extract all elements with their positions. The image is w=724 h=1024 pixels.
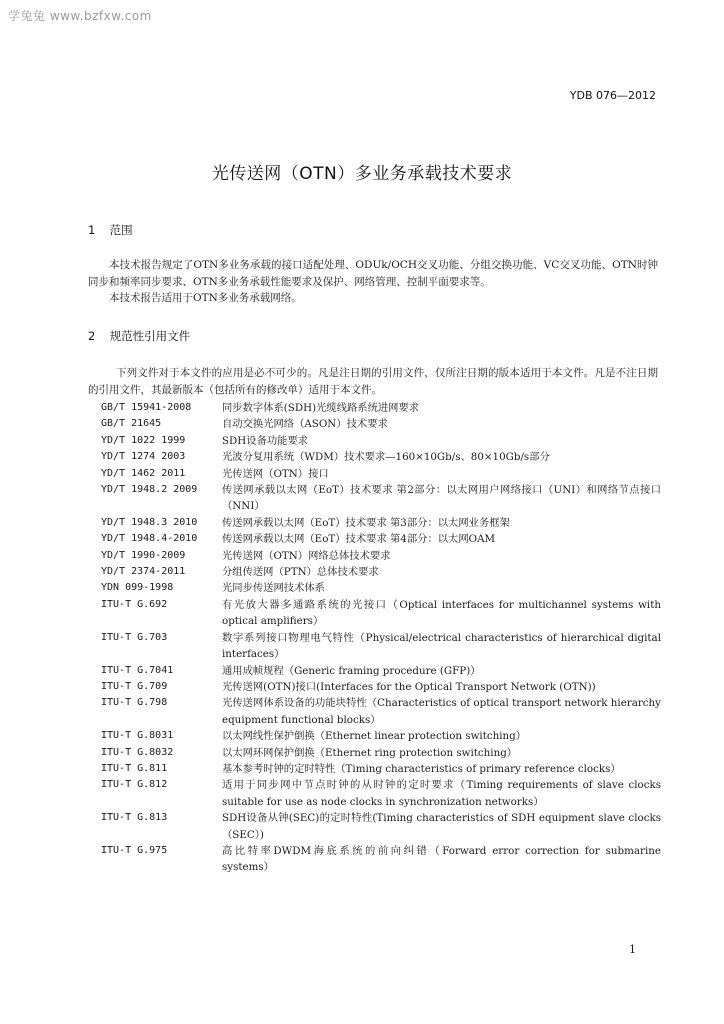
reference-code: ITU-T G.8031 [101,730,174,742]
reference-item [101,449,661,465]
reference-title: 高比特率DWDM海底系统的前向纠错（Forward error correction for submarine systems） [222,844,661,874]
reference-title: 基本参考时钟的定时特性（Timing characteristics of primary reference clocks） [222,762,621,775]
reference-code: YD/T 1022 1999 [101,434,186,446]
reference-item [101,580,661,596]
reference-item [101,679,661,695]
reference-code: ITU-T G.8032 [101,746,174,758]
reference-code: YD/T 1990-2009 [101,549,186,561]
reference-item [101,810,661,843]
reference-code: ITU-T G.975 [101,844,168,856]
section-2-heading [88,328,190,344]
reference-list [101,400,661,876]
reference-item [101,433,661,449]
reference-code: ITU-T G.7041 [101,664,174,676]
page-number: 1 [629,943,636,956]
reference-code: YD/T 1462 2011 [101,467,186,479]
reference-code: ITU-T G.798 [101,697,168,709]
reference-item [101,400,661,416]
reference-item [101,416,661,432]
reference-code: YD/T 1948.4-2010 [101,533,198,545]
reference-code: ITU-T G.692 [101,598,168,610]
reference-code: ITU-T G.813 [101,812,168,824]
reference-code: GB/T 21645 [101,418,162,430]
reference-title: 传送网承载以太网（EoT）技术要求 第4部分：以太网OAM [222,533,496,546]
site-watermark: 学兔兔 www.bzfxw.com [8,9,152,23]
section-number: 2 [88,329,96,343]
reference-title: 光同步传送网技术体系 [222,582,325,595]
reference-item [101,482,661,515]
reference-item [101,564,661,580]
reference-code: YD/T 1948.2 2009 [101,484,198,496]
reference-item [101,745,661,761]
reference-item [101,728,661,744]
reference-item [101,597,661,630]
document-title: 光传送网（OTN）多业务承载技术要求 [211,164,513,184]
reference-item [101,466,661,482]
reference-title: 传送网承载以太网（EoT）技术要求 第3部分：以太网业务框架 [222,516,510,529]
reference-item [101,695,661,728]
reference-code: ITU-T G.709 [101,680,168,692]
reference-title: 分组传送网（PTN）总体技术要求 [222,566,379,579]
reference-title: 适用于同步网中节点时钟的从时钟的定时要求（Timing requirements of slave clocks suitable for use as node clocks in synchronization networks） [222,779,661,808]
reference-title: 数字系列接口物理电气特性（Physical/electrical characteristics of hierarchical digital interfaces） [222,631,661,661]
reference-item [101,531,661,547]
reference-code: ITU-T G.703 [101,631,168,643]
paragraph: 本技术报告适用于OTN多业务承载网络。 [109,292,302,304]
reference-title: 光波分复用系统（WDM）技术要求—160×10Gb/s、80×10Gb/s部分 [222,451,550,464]
reference-item [101,515,661,531]
paragraph: 下列文件对于本文件的应用是必不可少的。凡是注日期的引用文件，仅所注日期的版本适用于本文件。凡是不注日期的引用文件，其最新版本（包括所有的修改单）适用于本文件。 [88,367,658,396]
paragraph: 本技术报告规定了OTN多业务承载的接口适配处理、ODUk/OCH交叉功能、分组交换功能、VC交叉功能、OTN时钟同步和频率同步要求、OTN多业务承载性能要求及保护、网络管理、控制平面要求等。 [88,259,658,288]
reference-item [101,663,661,679]
section-title: 规范性引用文件 [109,329,191,343]
reference-title: SDH设备功能要求 [222,434,309,447]
reference-item [101,630,661,663]
reference-item [101,761,661,777]
document-code: YDB 076—2012 [569,89,656,102]
reference-title: 光传送网(OTN)接口(Interfaces for the Optical Transport Network (OTN)) [222,680,596,693]
reference-title: 光传送网（OTN）网络总体技术要求 [222,549,391,562]
reference-item [101,777,661,810]
reference-title: 通用成帧规程（Generic framing procedure (GFP)） [222,664,481,677]
reference-code: YD/T 1274 2003 [101,451,186,463]
reference-code: ITU-T G.811 [101,762,168,774]
reference-item [101,843,661,876]
reference-code: YDN 099-1998 [101,582,174,594]
reference-title: 传送网承载以太网（EoT）技术要求 第2部分：以太网用户网络接口（UNI）和网络节点接口（NNI） [222,484,661,513]
reference-code: YD/T 2374-2011 [101,566,186,578]
reference-title: 有光放大器多通路系统的光接口（Optical interfaces for multichannel systems with optical amplifiers） [222,598,661,628]
reference-title: 光传送网体系设备的功能块特性（Characteristics of optical transport network hierarchy equipment functional blocks） [222,697,661,726]
reference-code: YD/T 1948.3 2010 [101,516,198,528]
section-title: 范围 [109,223,133,237]
reference-code: ITU-T G.812 [101,779,168,791]
reference-item [101,548,661,564]
reference-code: GB/T 15941-2008 [101,402,192,413]
reference-title: SDH设备从钟(SEC)的定时特性(Timing characteristics of SDH equipment slave clocks（SEC）) [222,812,661,841]
reference-title: 以太网线性保护倒换（Ethernet linear protection switching） [222,730,527,743]
section-number: 1 [88,223,96,237]
reference-title: 同步数字体系(SDH)光缆线路系统进网要求 [222,402,420,414]
reference-title: 自动交换光网络（ASON）技术要求 [222,418,388,431]
reference-title: 以太网环网保护倒换（Ethernet ring protection switching） [222,746,518,759]
reference-title: 光传送网（OTN）接口 [222,467,329,480]
section-1-heading [88,222,133,238]
